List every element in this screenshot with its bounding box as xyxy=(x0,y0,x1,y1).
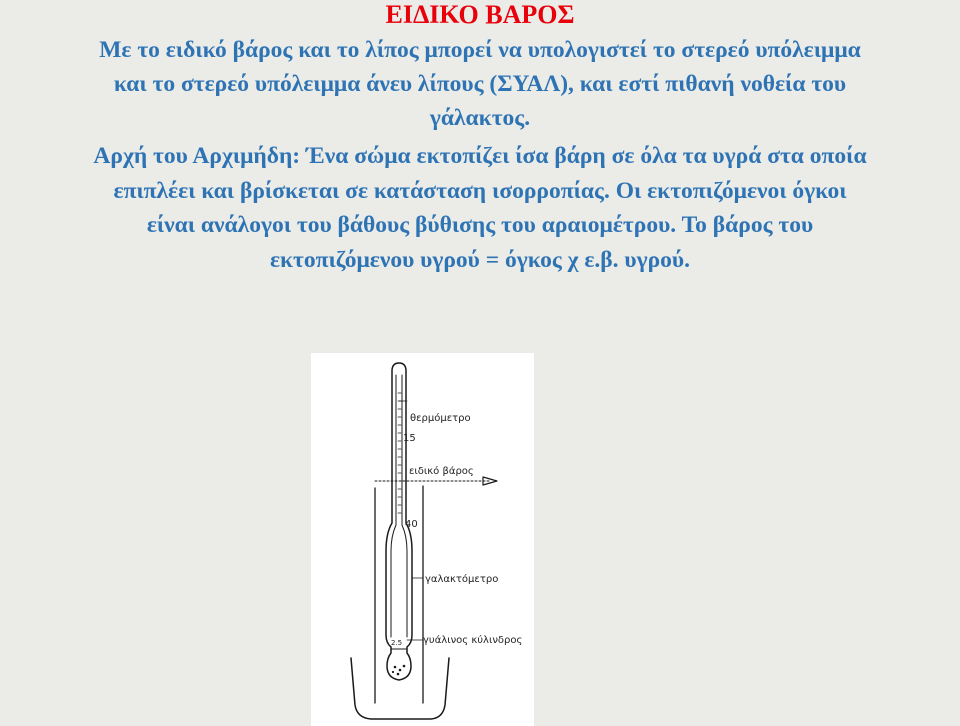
paragraph-solids-line-1: Με το ειδικό βάρος και το λίπος μπορεί να υπολογιστεί το στερεό υπόλειμμα xyxy=(99,37,861,63)
paragraph-archimedes-line-2: επιπλέει και βρίσκεται σε κατάσταση ισορροπίας. Οι εκτοπιζόμενοι όγκοι xyxy=(113,177,847,204)
paragraph-archimedes-line-4: εκτοπιζόμενου υγρού = όγκος χ ε.β. υγρού. xyxy=(269,246,691,273)
slide-title: ΕΙΔΙΚΟ ΒΑΡΟΣ xyxy=(385,0,575,29)
scale-top-label: 15 xyxy=(403,433,416,444)
thermometer-label: θερμόμετρο xyxy=(410,413,471,424)
specific-gravity-label: ειδικό βάρος xyxy=(409,466,474,477)
paragraph-archimedes-line-1: Αρχή του Αρχιμήδη: Ένα σώμα εκτοπίζει ίσα βάρη σε όλα τα υγρά στα οποία xyxy=(93,143,867,169)
paragraph-solids-line-3: γάλακτος. xyxy=(429,105,531,131)
cylinder-base xyxy=(351,658,449,719)
lactometer-label: γαλακτόμετρο xyxy=(425,574,499,585)
lactometer-drawing xyxy=(311,353,534,726)
cylinder-label: γυάλινος κύλινδρος xyxy=(423,635,523,646)
scale-bottom-label: 40 xyxy=(405,519,418,530)
scale-ticks xyxy=(398,393,401,513)
lactometer-inner xyxy=(391,375,407,637)
paragraph-solids xyxy=(0,33,960,135)
bulb-shot xyxy=(392,665,405,676)
paragraph-archimedes-line-3: είναι ανάλογοι του βάθους βύθισης του αραιομέτρου. Το βάρος του xyxy=(146,212,814,238)
lactometer-diagram xyxy=(311,353,534,726)
paragraph-archimedes xyxy=(0,139,960,277)
paragraph-solids-line-2: και το στερεό υπόλειμμα άνευ λίπους (ΣΥΑΛ), και εστί πιθανή νοθεία του xyxy=(113,71,847,97)
bulb-mark-label: 2.5 xyxy=(391,639,403,647)
